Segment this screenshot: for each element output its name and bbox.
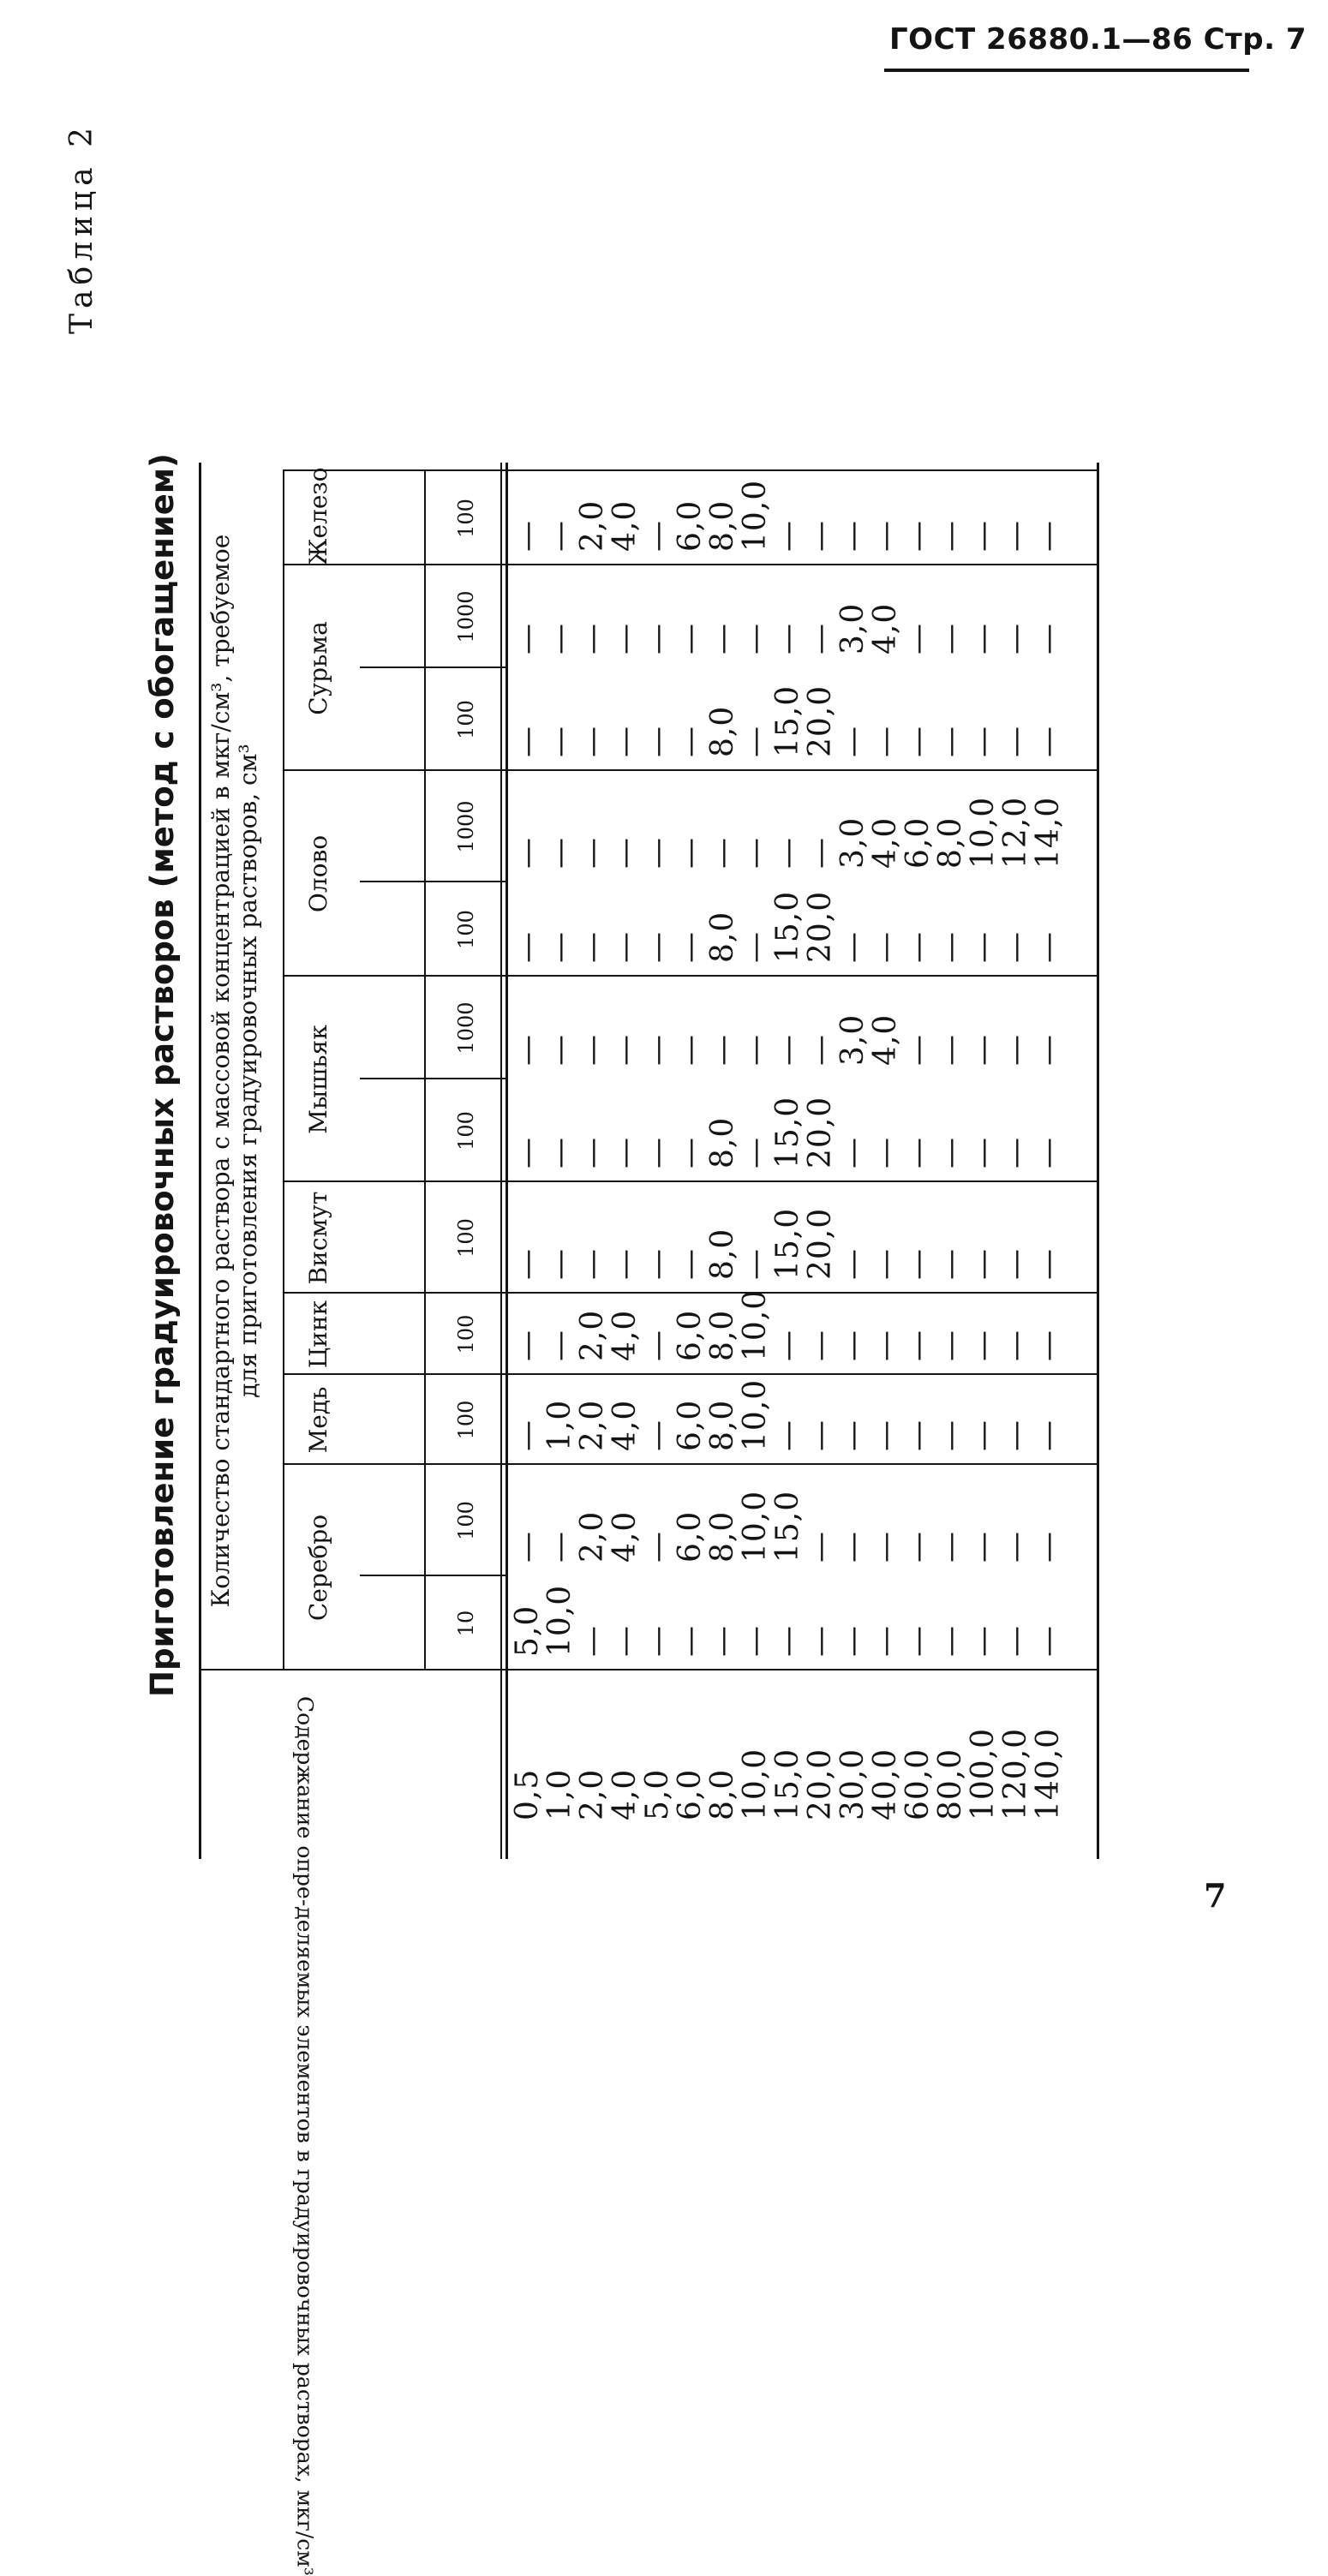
table-cell: —: [673, 1248, 708, 1280]
content-value: 20,0: [803, 1748, 838, 1820]
volume-header: 100: [454, 1400, 478, 1440]
table-cell: —: [738, 1248, 773, 1280]
table-cell: 2,0: [575, 499, 610, 552]
table-cell: —: [738, 1137, 773, 1168]
table-cell: —: [640, 1034, 675, 1066]
table-cell: —: [575, 1625, 610, 1657]
table-cell: —: [510, 520, 545, 552]
table-cell: 10,0: [738, 1378, 773, 1451]
table-cell: —: [542, 1248, 577, 1280]
table-cell: —: [607, 623, 643, 654]
volume-header: 100: [454, 910, 478, 949]
table-cell: 10,0: [738, 1288, 773, 1361]
table-cell: —: [835, 931, 870, 963]
table-cell: —: [835, 1625, 870, 1657]
table-cell: 4,0: [607, 1399, 643, 1451]
volume-header: 100: [454, 1501, 478, 1540]
table-cell: 15,0: [770, 1207, 805, 1280]
group-column-rule: [283, 1669, 1097, 1671]
table-cell: —: [607, 1034, 643, 1066]
table-cell: —: [673, 1625, 708, 1657]
volume-header: 100: [454, 499, 478, 538]
table-cell: —: [998, 1137, 1033, 1168]
sub-column-rule: [360, 666, 505, 668]
table-cell: —: [998, 1034, 1033, 1066]
table-cell: 2,0: [575, 1309, 610, 1361]
table-cell: —: [640, 1137, 675, 1168]
table-cell: 4,0: [607, 1510, 643, 1563]
table-cell: 20,0: [803, 684, 838, 757]
table-cell: —: [933, 1137, 968, 1168]
table-cell: —: [640, 726, 675, 757]
table-cell: 8,0: [705, 1399, 740, 1451]
table-cell: —: [673, 1034, 708, 1066]
table-cell: 14,0: [1031, 796, 1066, 869]
rotated-table-block: [0, 103, 1157, 2576]
table-cell: —: [966, 1248, 1001, 1280]
table-cell: 8,0: [705, 1116, 740, 1168]
header-rule: [884, 69, 1249, 72]
table-cell: —: [640, 1625, 675, 1657]
table-cell: —: [542, 623, 577, 654]
table-cell: —: [510, 726, 545, 757]
table-cell: 6,0: [900, 816, 936, 869]
table-cell: —: [835, 1531, 870, 1563]
content-value: 15,0: [770, 1748, 805, 1820]
table-cell: —: [575, 1034, 610, 1066]
element-header: Цинк: [304, 1300, 332, 1369]
table-cell: 8,0: [705, 911, 740, 963]
table-cell: 8,0: [705, 1228, 740, 1280]
table-cell: —: [966, 931, 1001, 963]
table-cell: —: [770, 1034, 805, 1066]
table-cell: —: [966, 1531, 1001, 1563]
content-value: 30,0: [835, 1748, 870, 1820]
table-cell: 4,0: [868, 602, 903, 654]
table-cell: —: [900, 931, 936, 963]
table-cell: —: [933, 1531, 968, 1563]
table-cell: —: [640, 837, 675, 869]
volume-header: 10: [454, 1610, 478, 1637]
table-cell: —: [900, 520, 936, 552]
table-header-double-rule: [500, 463, 502, 1859]
table-cell: 4,0: [868, 816, 903, 869]
table-cell: —: [1031, 1625, 1066, 1657]
spanning-header: [207, 471, 262, 1671]
table-cell: —: [900, 1137, 936, 1168]
table-cell: —: [933, 623, 968, 654]
table-cell: —: [510, 931, 545, 963]
table-cell: —: [640, 931, 675, 963]
table-cell: —: [770, 837, 805, 869]
table-cell: —: [510, 837, 545, 869]
table-cell: —: [868, 1625, 903, 1657]
table-cell: —: [933, 520, 968, 552]
table-cell: —: [542, 1531, 577, 1563]
table-cell: —: [575, 726, 610, 757]
group-column-rule: [283, 1373, 1097, 1375]
standard-number: ГОСТ 26880.1—86: [889, 22, 1193, 57]
table-cell: 3,0: [835, 602, 870, 654]
table-cell: —: [933, 726, 968, 757]
table-cell: —: [803, 837, 838, 869]
table-cell: —: [770, 1625, 805, 1657]
table-cell: —: [900, 623, 936, 654]
table-cell: —: [933, 1330, 968, 1361]
table-cell: —: [868, 1531, 903, 1563]
table-cell: —: [705, 1625, 740, 1657]
table-cell: —: [868, 1419, 903, 1451]
spanning-header-rule: [283, 471, 284, 1671]
table-cell: —: [640, 520, 675, 552]
table-cell: —: [868, 1137, 903, 1168]
volume-header: 100: [454, 1314, 478, 1354]
table-cell: —: [998, 1248, 1033, 1280]
sub-column-rule: [360, 1078, 505, 1079]
table-cell: —: [803, 1330, 838, 1361]
table-cell: —: [738, 931, 773, 963]
table-cell: —: [933, 931, 968, 963]
table-cell: 1,0: [542, 1399, 577, 1451]
table-cell: —: [900, 726, 936, 757]
table-cell: —: [640, 1330, 675, 1361]
table-cell: —: [900, 1330, 936, 1361]
table-cell: —: [640, 1419, 675, 1451]
table-cell: —: [966, 726, 1001, 757]
table-cell: 10,0: [738, 479, 773, 552]
content-value: 120,0: [998, 1727, 1033, 1820]
table-cell: 8,0: [705, 1510, 740, 1563]
table-cell: —: [933, 1419, 968, 1451]
table-title: Приготовление градуировочных растворов (метод с обогащением): [144, 453, 181, 1697]
table-cell: —: [900, 1531, 936, 1563]
spanning-header-line1: Количество стандартного раствора с массовой концентрацией в мкг/см³, требуемое: [206, 534, 235, 1608]
table-cell: —: [1031, 1419, 1066, 1451]
table-cell: —: [738, 1625, 773, 1657]
table-cell: 4,0: [868, 1013, 903, 1066]
spanning-header-line2: для приготовления градуировочных растворов, см³: [234, 744, 263, 1398]
table-cell: 10,0: [542, 1584, 577, 1657]
table-cell: —: [803, 1531, 838, 1563]
table-cell: —: [966, 1419, 1001, 1451]
table-cell: —: [835, 1419, 870, 1451]
sub-column-rule: [360, 1575, 505, 1576]
table-cell: —: [575, 1137, 610, 1168]
table-cell: —: [607, 837, 643, 869]
content-value: 10,0: [738, 1748, 773, 1820]
table-cell: —: [803, 1034, 838, 1066]
table-cell: 15,0: [770, 684, 805, 757]
table-cell: —: [803, 1419, 838, 1451]
table-cell: 6,0: [673, 1399, 708, 1451]
table-name: Таблица 2: [64, 123, 99, 334]
table-cell: —: [868, 931, 903, 963]
group-column-rule: [283, 1292, 1097, 1294]
table-cell: —: [1031, 726, 1066, 757]
table-cell: 6,0: [673, 499, 708, 552]
content-value: 5,0: [640, 1768, 675, 1820]
table-bottom-rule: [1097, 463, 1099, 1859]
table-cell: 8,0: [933, 816, 968, 869]
table-cell: —: [673, 726, 708, 757]
group-column-rule: [283, 1180, 1097, 1182]
table-cell: —: [835, 1137, 870, 1168]
table-cell: 8,0: [705, 705, 740, 757]
table-cell: —: [966, 1330, 1001, 1361]
table-cell: —: [607, 1137, 643, 1168]
group-column-rule: [283, 1463, 1097, 1465]
group-column-rule: [283, 469, 1097, 471]
element-header: Олово: [304, 834, 332, 913]
table-cell: —: [575, 1248, 610, 1280]
table-cell: —: [998, 931, 1033, 963]
table-cell: —: [998, 726, 1033, 757]
sub-column-rule: [360, 881, 505, 882]
table-cell: 20,0: [803, 1207, 838, 1280]
table-cell: —: [542, 1137, 577, 1168]
element-header: Железо: [304, 467, 332, 565]
table-cell: —: [1031, 1248, 1066, 1280]
content-value: 6,0: [673, 1768, 708, 1820]
table-cell: —: [575, 837, 610, 869]
table-cell: —: [900, 1034, 936, 1066]
table-cell: —: [803, 520, 838, 552]
table-cell: —: [510, 1034, 545, 1066]
table-cell: 4,0: [607, 1309, 643, 1361]
table-cell: —: [868, 520, 903, 552]
table-cell: 10,0: [966, 796, 1001, 869]
table-cell: —: [1031, 520, 1066, 552]
table-cell: —: [1031, 1330, 1066, 1361]
table-cell: —: [607, 931, 643, 963]
table-cell: —: [607, 1248, 643, 1280]
table-cell: 6,0: [673, 1309, 708, 1361]
table-cell: 8,0: [705, 499, 740, 552]
element-header: Мышьяк: [304, 1025, 332, 1134]
table-header-bottom-rule: [505, 463, 508, 1859]
content-value: 80,0: [933, 1748, 968, 1820]
group-column-rule: [283, 769, 1097, 771]
table-cell: —: [510, 1248, 545, 1280]
table-cell: 15,0: [770, 890, 805, 963]
table-cell: —: [640, 623, 675, 654]
table-cell: —: [542, 726, 577, 757]
content-value: 0,5: [510, 1768, 545, 1820]
table-cell: —: [998, 1419, 1033, 1451]
table-cell: —: [868, 726, 903, 757]
table-cell: —: [542, 931, 577, 963]
table-cell: —: [770, 1330, 805, 1361]
table-top-rule: [199, 463, 201, 1859]
table-cell: —: [966, 1034, 1001, 1066]
table-cell: —: [510, 1531, 545, 1563]
page-header: [889, 22, 1307, 57]
content-value: 4,0: [607, 1768, 643, 1820]
table-cell: —: [835, 1330, 870, 1361]
table-cell: 5,0: [510, 1605, 545, 1657]
content-value: 8,0: [705, 1768, 740, 1820]
table-cell: —: [542, 1034, 577, 1066]
table-cell: 20,0: [803, 1096, 838, 1168]
content-value: 2,0: [575, 1768, 610, 1820]
table-cell: —: [640, 1531, 675, 1563]
table-cell: —: [900, 1419, 936, 1451]
table-cell: —: [640, 1248, 675, 1280]
table-cell: —: [966, 623, 1001, 654]
table-cell: 12,0: [998, 796, 1033, 869]
table-cell: —: [868, 1248, 903, 1280]
table-cell: —: [868, 1330, 903, 1361]
table-cell: —: [933, 1625, 968, 1657]
table-cell: —: [673, 931, 708, 963]
table-cell: —: [998, 1330, 1033, 1361]
table-cell: —: [835, 726, 870, 757]
content-value: 60,0: [900, 1748, 936, 1820]
table-cell: —: [510, 623, 545, 654]
table-cell: —: [1031, 1034, 1066, 1066]
table-cell: —: [542, 837, 577, 869]
table-cell: —: [705, 837, 740, 869]
table-cell: 4,0: [607, 499, 643, 552]
group-column-rule: [283, 564, 1097, 565]
element-header: Медь: [304, 1386, 332, 1454]
table-cell: —: [705, 623, 740, 654]
volume-header: 1000: [454, 590, 478, 643]
table-cell: —: [575, 931, 610, 963]
table-cell: 3,0: [835, 816, 870, 869]
table-cell: —: [673, 1137, 708, 1168]
volume-header: 1000: [454, 800, 478, 853]
table-cell: —: [738, 837, 773, 869]
table-cell: —: [510, 1330, 545, 1361]
table-cell: —: [1031, 623, 1066, 654]
element-header-rule: [424, 471, 426, 1671]
table-cell: —: [738, 1034, 773, 1066]
table-cell: —: [803, 1625, 838, 1657]
table-cell: —: [705, 1034, 740, 1066]
table-cell: —: [998, 1625, 1033, 1657]
table-cell: —: [933, 1248, 968, 1280]
table-cell: —: [510, 1419, 545, 1451]
table-cell: 2,0: [575, 1399, 610, 1451]
table-cell: —: [835, 1248, 870, 1280]
table-cell: —: [542, 520, 577, 552]
content-value: 140,0: [1031, 1727, 1066, 1820]
table-cell: —: [607, 1625, 643, 1657]
table-cell: —: [673, 623, 708, 654]
content-value: 1,0: [542, 1768, 577, 1820]
volume-header: 100: [454, 1218, 478, 1258]
table-cell: —: [738, 726, 773, 757]
element-header: Висмут: [304, 1191, 332, 1285]
volume-header: 100: [454, 700, 478, 739]
table-cell: —: [900, 1625, 936, 1657]
table-cell: —: [770, 520, 805, 552]
table-cell: 2,0: [575, 1510, 610, 1563]
volume-header: 100: [454, 1111, 478, 1151]
table-cell: —: [770, 623, 805, 654]
content-value: 100,0: [966, 1727, 1001, 1820]
table-cell: —: [770, 1419, 805, 1451]
group-column-rule: [283, 975, 1097, 977]
table-cell: 6,0: [673, 1510, 708, 1563]
table-cell: —: [998, 1531, 1033, 1563]
table-cell: —: [966, 520, 1001, 552]
table-cell: —: [966, 1137, 1001, 1168]
table-cell: 15,0: [770, 1490, 805, 1563]
table-cell: —: [835, 520, 870, 552]
table-cell: 10,0: [738, 1490, 773, 1563]
table-cell: 20,0: [803, 890, 838, 963]
page-number: 7: [1204, 1876, 1227, 1915]
content-value: 40,0: [868, 1748, 903, 1820]
table-cell: —: [607, 726, 643, 757]
table-cell: 3,0: [835, 1013, 870, 1066]
table-cell: —: [998, 623, 1033, 654]
table-cell: —: [575, 623, 610, 654]
table-cell: —: [803, 623, 838, 654]
table-cell: —: [1031, 1531, 1066, 1563]
table-cell: —: [900, 1248, 936, 1280]
table-cell: —: [542, 1330, 577, 1361]
table-cell: —: [510, 1137, 545, 1168]
element-header: Серебро: [304, 1514, 332, 1622]
table-cell: —: [1031, 1137, 1066, 1168]
table-cell: —: [998, 520, 1033, 552]
volume-header: 1000: [454, 1001, 478, 1055]
content-column-header: Содержание опре-деляемых элементов в градуировочных растворах, мкг/см³: [292, 1696, 318, 2576]
table-cell: —: [1031, 931, 1066, 963]
table-cell: —: [933, 1034, 968, 1066]
table-cell: —: [738, 623, 773, 654]
page-label: Стр. 7: [1203, 22, 1307, 57]
element-header: Сурьма: [304, 621, 332, 715]
table-cell: —: [673, 837, 708, 869]
table-cell: 15,0: [770, 1096, 805, 1168]
table-cell: —: [966, 1625, 1001, 1657]
table-cell: 8,0: [705, 1309, 740, 1361]
